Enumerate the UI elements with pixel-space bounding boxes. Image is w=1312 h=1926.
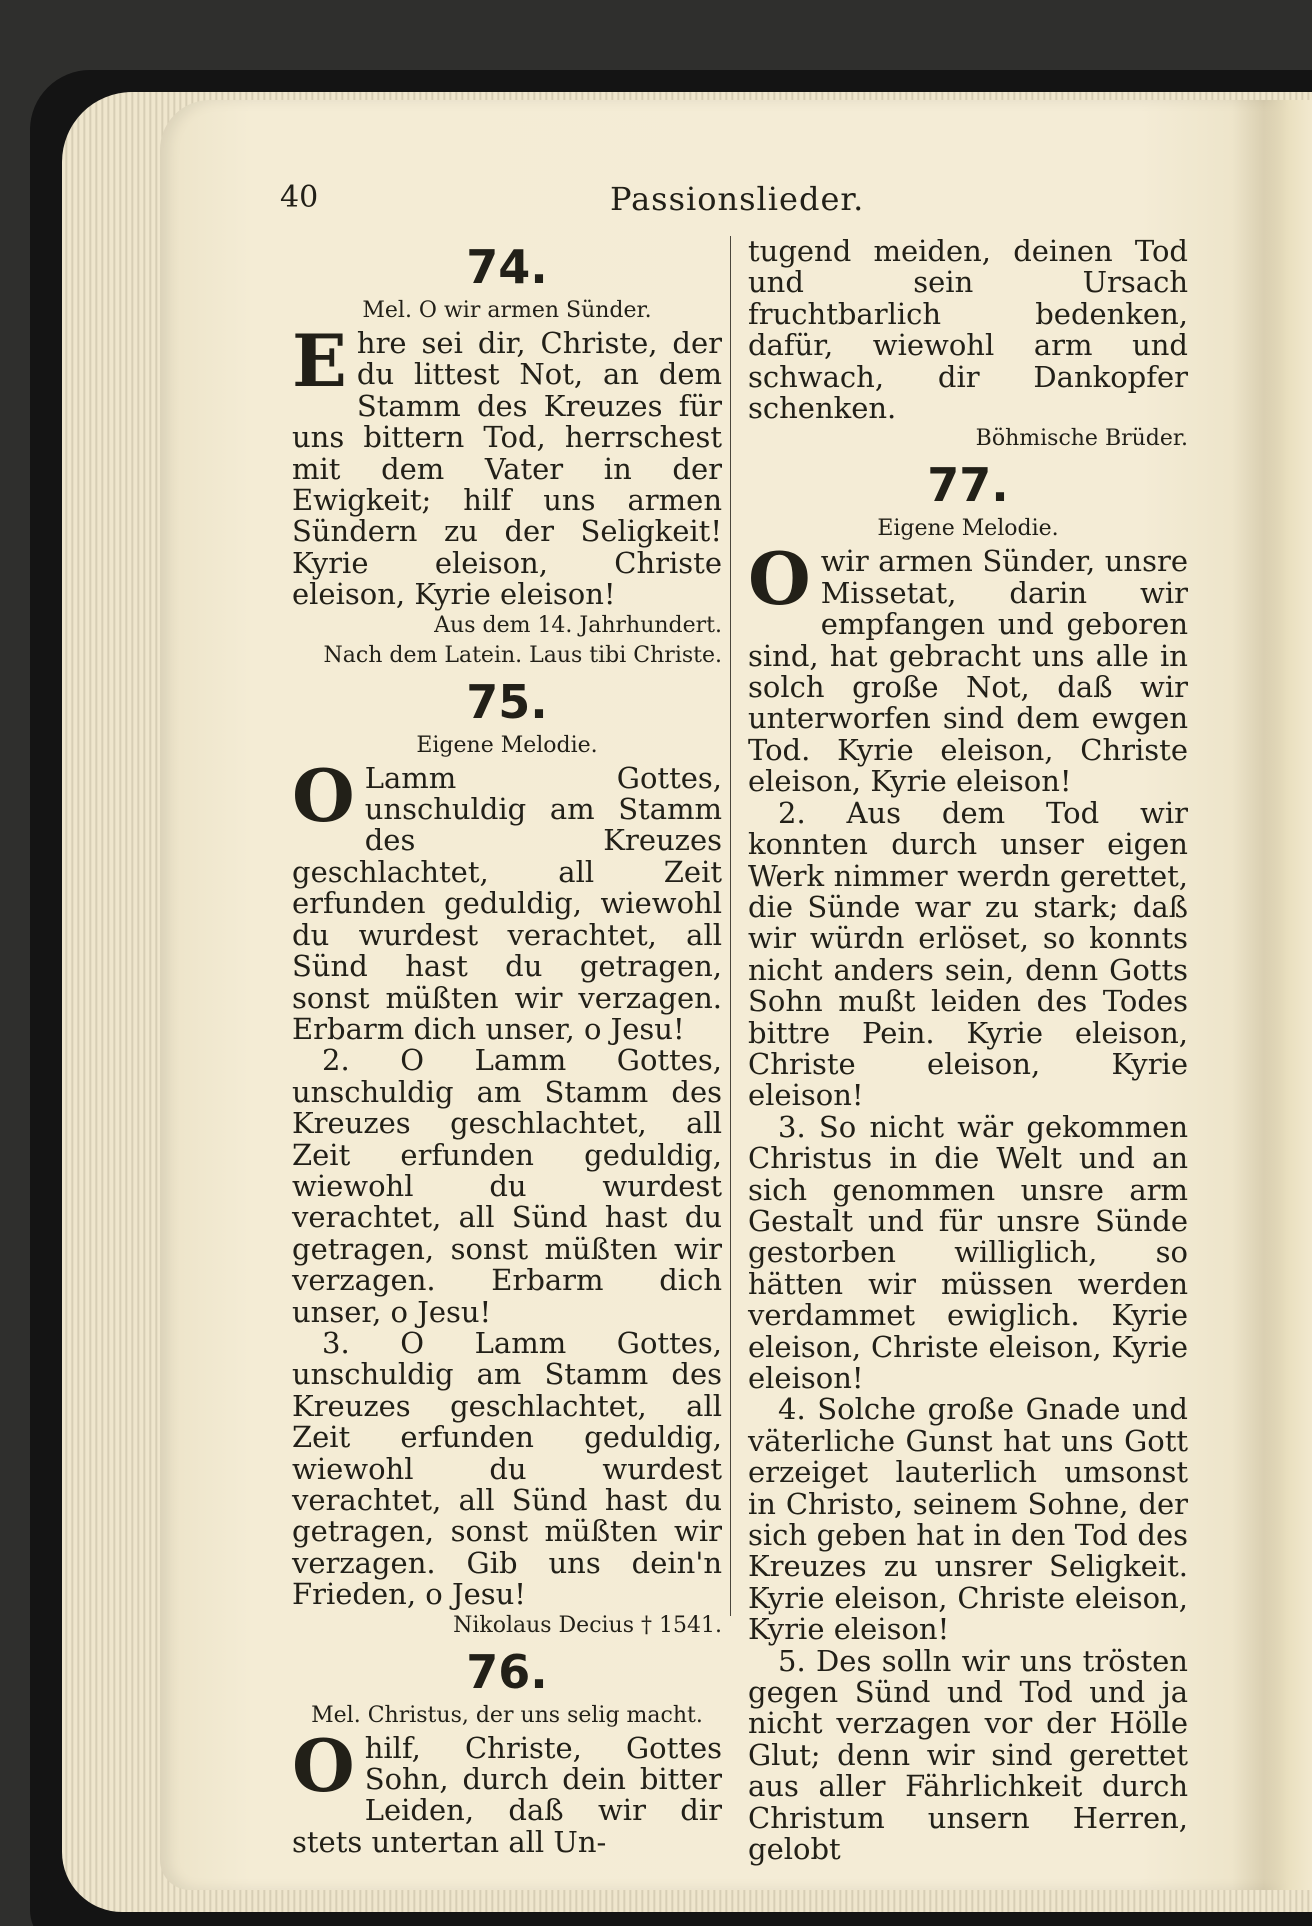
page-number: 40 [280,180,319,215]
hymn-source: Nach dem Latein. Laus tibi Christe. [323,642,722,668]
hymn-verse: 5. Des solln wir uns trösten gegen Sünd und Tod und ja nicht verzagen vor der Hölle Glut; denn wir sind gerettet aus aller Fährlichkeit durch Christum unsern Herren, gelobt [748,1643,1188,1867]
hymn-number: 75. [466,674,548,729]
hymn-verse: 3. So nicht wär gekommen Christus in die Welt und an sich genommen unsre arm Gestalt und für unsre Sünde gestorben williglich, so hätten wir müssen werden verdammet ewiglich. Kyrie eleison, Christe eleison, Kyrie eleison! [748,1109,1188,1395]
hymn-74 [292,240,722,671]
hymn-number: 76. [466,1644,548,1699]
page-header [280,180,1180,230]
hymn-number: 74. [466,240,548,294]
hymn-verse [748,536,1188,799]
hymn-verse: 3. O Lamm Gottes, unschuldig am Stamm des Kreuzes geschlachtet, all Zeit erfunden geduldig, wiewohl du wurdest verachtet, all Sünd hast du getragen, sonst müßten wir verzagen. Gib uns dein'n Frieden, o Jesu! [292,1325,722,1612]
hymn-77 [748,458,1188,1865]
hymn-76 [292,1645,722,1859]
hymn-melody: Mel. O wir armen Sünder. [362,298,652,323]
hymn-verse: 4. Solche große Gnade und väterliche Gunst hat uns Gott erzeiget lauterlich umsonst in Christo, seinem Sohne, der sich geben hat in den Tod des Kreuzes zu unsrer Seligkeit. Kyrie eleison, Christe eleison, Kyrie eleison! [748,1392,1188,1647]
left-column [292,236,722,1858]
hymn-verse [292,752,722,1046]
hymn-76-continuation: tugend meiden, deinen Tod und sein Ursach fruchtbarlich bedenken, dafür, wiewohl arm und schwach, dir Dankopfer schenken. [748,234,1188,426]
drop-initial: O [292,1722,355,1808]
hymn-author: Nikolaus Decius † 1541. [453,1612,722,1638]
verse-text: wir armen Sünder, unsre Missetat, darin wir empfangen und geboren sind, hat gebracht uns alle in solch große Not, daß wir unterworfen sind dem ewgen Tod. Kyrie eleison, Christe eleison, Kyrie eleison! [748,544,1188,799]
hymn-melody: Eigene Melodie. [877,516,1059,542]
hymn-source: Aus dem 14. Jahrhundert. [434,612,722,638]
hymn-verse: 2. O Lamm Gottes, unschuldig am Stamm des Kreuzes geschlachtet, all Zeit erfunden geduldig, wiewohl du wurdest verachtet, all Sünd hast du getragen, sonst müßten wir verzagen. Erbarm dich unser, o Jesu! [292,1043,722,1329]
right-column [748,236,1188,1866]
verse-text: hilf, Christe, Gottes Sohn, durch dein bitter Leiden, daß wir dir stets untertan all Un- [292,1730,722,1859]
book-gutter [1232,100,1312,1890]
hymn-verse [292,318,722,612]
hymn-melody: Eigene Melodie. [416,732,598,758]
drop-initial: E [292,318,347,403]
column-divider [730,236,731,1616]
hymn-75 [292,675,722,1641]
hymn-author: Böhmische Brüder. [975,426,1188,452]
verse-text: hre sei dir, Christe, der du littest Not, an dem Stamm des Kreuzes für uns bittern Tod, herrschest mit dem Vater in der Ewigkeit; hilf uns armen Sündern zu der Seligkeit! Kyrie eleison, Christe eleison, Kyrie eleison! [292,326,722,612]
verse-text: Lamm Gottes, unschuldig am Stamm des Kreuzes geschlachtet, all Zeit erfunden geduldig, wiewohl du wurdest verachtet, all Sünd hast du getragen, sonst müßten wir verzagen. Erbarm dich unser, o Jesu! [292,760,722,1046]
hymn-verse: 2. Aus dem Tod wir konnten durch unser eigen Werk nimmer werdn gerettet, die Sünde war zu stark; daß wir würdn erlöset, so konnts nicht anders sein, denn Gotts Sohn mußt leiden des Todes bittre Pein. Kyrie eleison, Christe eleison, Kyrie eleison! [748,795,1188,1113]
running-title: Passionslieder. [610,180,865,218]
drop-initial: O [292,752,355,838]
drop-initial: O [748,536,811,622]
hymn-number: 77. [927,458,1009,513]
hymn-verse [292,1722,722,1859]
hymn-melody: Mel. Christus, der uns selig macht. [311,1702,703,1728]
